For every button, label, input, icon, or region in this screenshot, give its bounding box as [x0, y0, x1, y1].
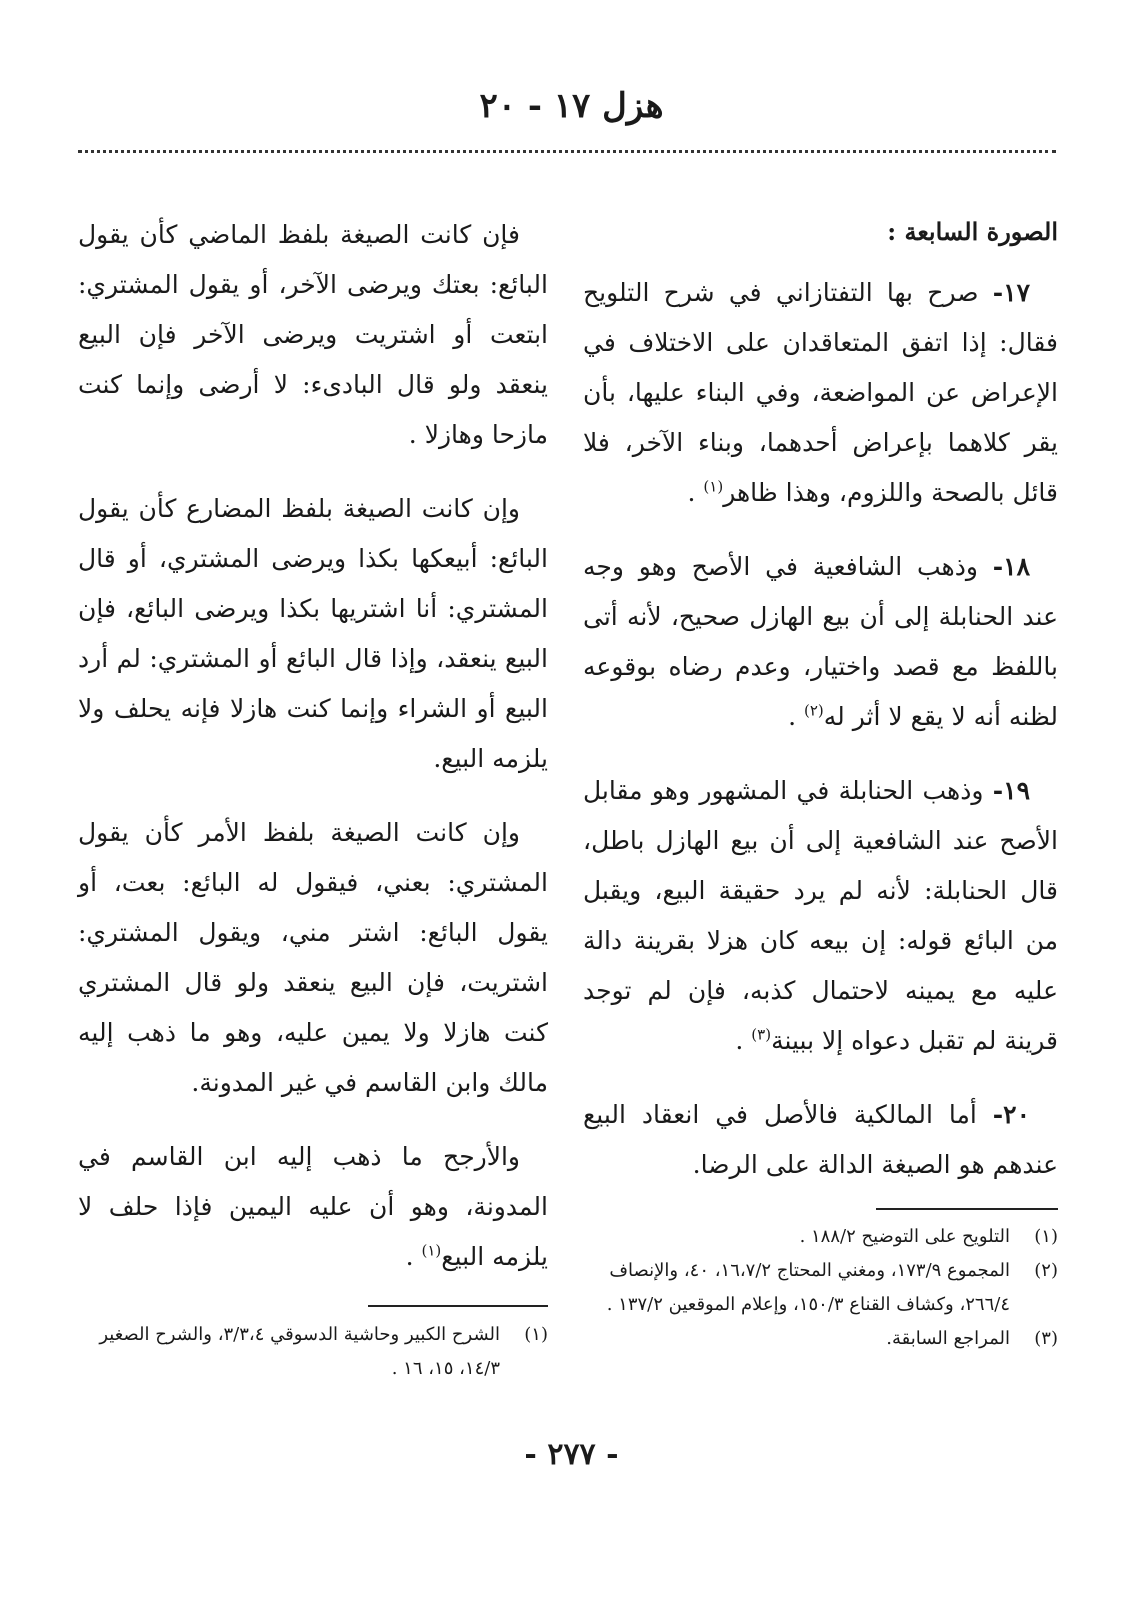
paragraph-text: وإن كانت الصيغة بلفظ الأمر كأن يقول المشتري: بعني، فيقول له البائع: بعت، أو يقول البائع: اشتر مني، ويقول المشتري: اشتريت، فإن البيع ينعقد ولو قال المشتري كنت هازلا ولا يمين عليه، وهو ما ذهب إليه مالك وابن القاسم في غير المدونة. [78, 818, 548, 1097]
page-number: - ٢٧٧ - [524, 1437, 619, 1472]
paragraph-text: وذهب الشافعية في الأصح وهو وجه عند الحنابلة إلى أن بيع الهازل صحيح، لأنه أتى باللفظ مع قصد واختيار، وعدم رضاه بوقوعه لظنه أنه لا يقع لا أثر له [583, 552, 1058, 731]
running-head-title: هزل ١٧ - ٢٠ [479, 86, 664, 126]
paragraph-number: ١٧- [992, 278, 1030, 307]
paragraph-end: . [735, 1026, 752, 1055]
footnote-separator-right [876, 1208, 1058, 1210]
header-dotted-rule [78, 150, 1056, 153]
footnote-number: (٣) [1034, 1328, 1058, 1349]
paragraph-20 [583, 1090, 1058, 1190]
paragraph-end: . [687, 478, 704, 507]
paragraph-number: ١٨- [992, 552, 1030, 581]
paragraph-number: ٢٠- [992, 1100, 1030, 1129]
paragraph-text: وذهب الحنابلة في المشهور وهو مقابل الأصح عند الشافعية إلى أن بيع الهازل باطل، قال الحنابلة: لأنه لم يرد حقيقة البيع، ويقبل من البائع قوله: إن بيعه كان هزلا بقرينة دالة عليه مع يمينه لاحتمال كذبه، فإن لم توجد قرينة لم تقبل دعواه إلا ببينة [583, 776, 1058, 1055]
footnotes-left [78, 1318, 548, 1386]
paragraph-text: فإن كانت الصيغة بلفظ الماضي كأن يقول البائع: بعتك ويرضى الآخر، أو يقول المشتري: ابتعت أو اشتريت ويرضى الآخر فإن البيع ينعقد ولو قال البادىء: لا أرضى وإنما كنت مازحا وهازلا . [78, 220, 548, 449]
right-column [583, 210, 1058, 1214]
paragraph-past-tense [78, 210, 548, 460]
footnote-text: الشرح الكبير وحاشية الدسوقي ٣/٣،٤، والشرح الصغير ١٤/٣، ١٥، ١٦ . [99, 1324, 500, 1379]
paragraph-19 [583, 766, 1058, 1066]
footnote-item [578, 1254, 1058, 1322]
footnote-marker: (٢) [804, 701, 824, 720]
footnote-number: (١) [1034, 1226, 1058, 1247]
footnote-text: التلويح على التوضيح ١٨٨/٢ . [799, 1226, 1010, 1247]
paragraph-end: . [405, 1242, 422, 1271]
footnote-text: المراجع السابقة. [886, 1328, 1010, 1349]
paragraph-end: . [788, 702, 804, 731]
paragraph-18 [583, 542, 1058, 742]
footnote-number: (٢) [1034, 1260, 1058, 1281]
paragraph-text: والأرجح ما ذهب إليه ابن القاسم في المدونة، وهو أن عليه اليمين فإذا حلف لا يلزمه البيع [78, 1142, 548, 1271]
footnote-marker: (١) [703, 477, 724, 496]
paragraph-17 [583, 268, 1058, 518]
footnote-number: (١) [524, 1324, 548, 1345]
footnote-item [578, 1220, 1058, 1254]
paragraph-imperative [78, 808, 548, 1108]
left-column [78, 210, 548, 1306]
footnotes-right [578, 1220, 1058, 1356]
paragraph-present-tense [78, 484, 548, 784]
paragraph-number: ١٩- [992, 776, 1030, 805]
paragraph-text: وإن كانت الصيغة بلفظ المضارع كأن يقول البائع: أبيعكها بكذا ويرضى المشتري، أو قال المشتري: أنا اشتريها بكذا ويرضى البائع، فإن البيع ينعقد، وإذا قال البائع أو المشتري: لم أرد البيع أو الشراء وإنما كنت هازلا فإنه يحلف ولا يلزمه البيع. [78, 494, 548, 773]
section-title: الصورة السابعة : [887, 217, 1058, 246]
footnote-separator-left [368, 1305, 548, 1307]
footnote-item [78, 1318, 548, 1386]
paragraph-preferred-view [78, 1132, 548, 1282]
paragraph-text: أما المالكية فالأصل في انعقاد البيع عندهم هو الصيغة الدالة على الرضا. [583, 1100, 1058, 1179]
paragraph-text: صرح بها التفتازاني في شرح التلويح فقال: إذا اتفق المتعاقدان على الاختلاف في الإعراض عن المواضعة، وفي البناء عليها، بأن يقر كلاهما بإعراض أحدهما، وبناء الآخر، فلا قائل بالصحة واللزوم، وهذا ظاهر [583, 278, 1058, 507]
footnote-marker: (١) [421, 1241, 442, 1260]
footnote-item [578, 1322, 1058, 1356]
footnote-marker: (٣) [751, 1025, 772, 1044]
footnote-text: المجموع ١٧٣/٩، ومغني المحتاج ١٦،٧/٢، ٤٠، والإنصاف ٢٦٦/٤، وكشاف القناع ١٥٠/٣، وإعلام الموقعين ١٣٧/٢ . [606, 1260, 1010, 1315]
